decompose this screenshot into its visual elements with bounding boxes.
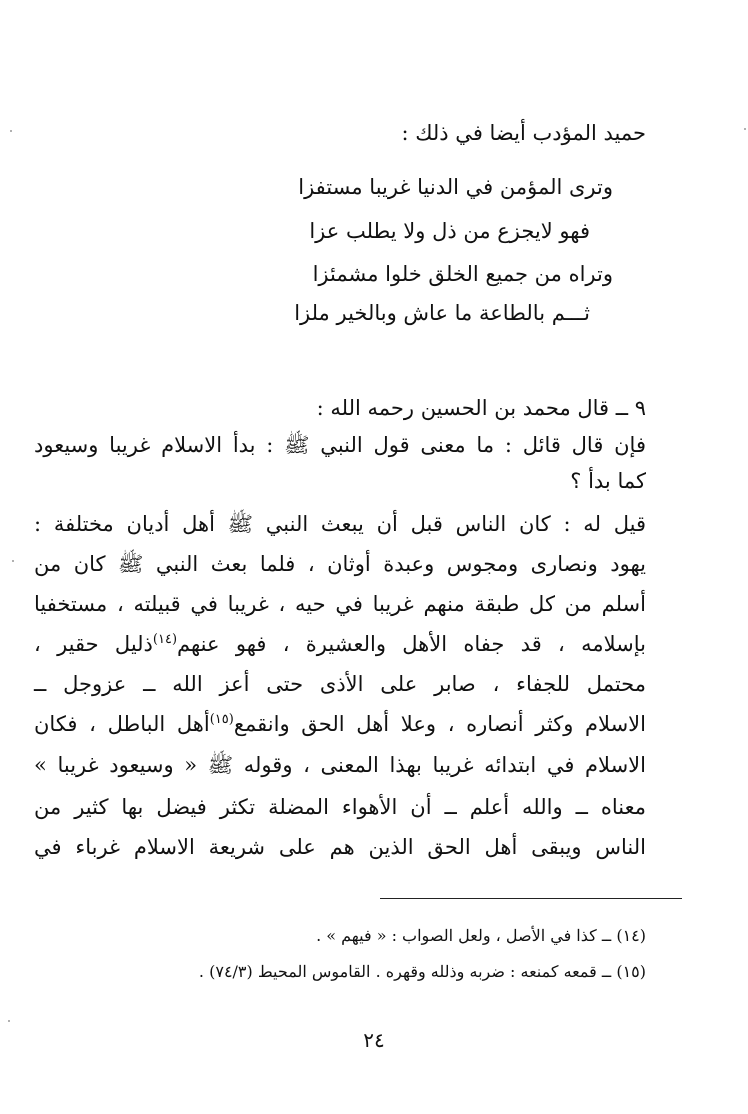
body-line-8-part-b: أهل الباطل ، فكان	[34, 712, 210, 736]
body-line-9: الاسلام في ابتدائه غريبا بهذا المعنى ، وقوله ﷺ « وسيعود غريبا »	[34, 753, 646, 777]
body-line-2: كما بدأ ؟	[570, 469, 646, 493]
page-number: ٢٤	[363, 1028, 385, 1052]
body-line-8-part-a: الاسلام وكثر أنصاره ، وعلا أهل الحق وانقمع	[233, 712, 646, 736]
intro-line: حميد المؤدب أيضا في ذلك :	[401, 121, 646, 145]
body-line-6-part-a: بإسلامه ، قد جفاه الأهل والعشيرة ، فهو عنهم	[177, 632, 646, 656]
footnote-14: (١٤) ــ كذا في الأصل ، ولعل الصواب : « فيهم » .	[316, 926, 646, 945]
body-line-10: معناه ــ والله أعلم ــ أن الأهواء المضلة تكثر فيضل بها كثير من	[34, 795, 646, 819]
footnote-ref-15: (١٥)	[209, 712, 234, 727]
scan-speck	[8, 1020, 10, 1022]
body-line-11: الناس ويبقى أهل الحق الذين هم على شريعة الاسلام غرباء في	[34, 835, 646, 859]
body-line-8	[34, 709, 646, 739]
scan-speck	[10, 130, 12, 132]
body-line-1: فإن قال قائل : ما معنى قول النبي ﷺ : بدأ الاسلام غريبا وسيعود	[34, 433, 646, 457]
body-line-6-part-b: ذليل حقير ،	[34, 632, 153, 656]
poem-verse-1: وترى المؤمن في الدنيا غريبا مستفزا	[298, 175, 613, 199]
poem-verse-3: وتراه من جميع الخلق خلوا مشمئزا	[312, 262, 613, 286]
poem-verse-4: ثـــم بالطاعة ما عاش وبالخير ملزا	[294, 301, 590, 325]
scan-speck	[12, 560, 14, 562]
body-line-6	[34, 629, 646, 659]
body-line-4: يهود ونصارى ومجوس وعبدة أوثان ، فلما بعث النبي ﷺ كان من	[34, 552, 646, 576]
footnote-15: (١٥) ــ قمعه كمنعه : ضربه وذلله وقهره . القاموس المحيط (٧٤/٣) .	[198, 962, 646, 981]
body-line-3: قيل له : كان الناس قبل أن يبعث النبي ﷺ أهل أديان مختلفة :	[34, 512, 646, 536]
section-heading: ٩ ــ قال محمد بن الحسين رحمه الله :	[316, 396, 646, 420]
body-line-7: محتمل للجفاء ، صابر على الأذى حتى أعز الله ــ عزوجل ــ	[34, 672, 646, 696]
body-line-5: أسلم من كل طبقة منهم غريبا في حيه ، غريبا في قبيلته ، مستخفيا	[34, 592, 646, 616]
footnote-ref-14: (١٤)	[152, 632, 178, 647]
footnote-divider	[380, 898, 682, 899]
scan-speck	[744, 128, 746, 130]
poem-verse-2: فهو لايجزع من ذل ولا يطلب عزا	[309, 219, 590, 243]
